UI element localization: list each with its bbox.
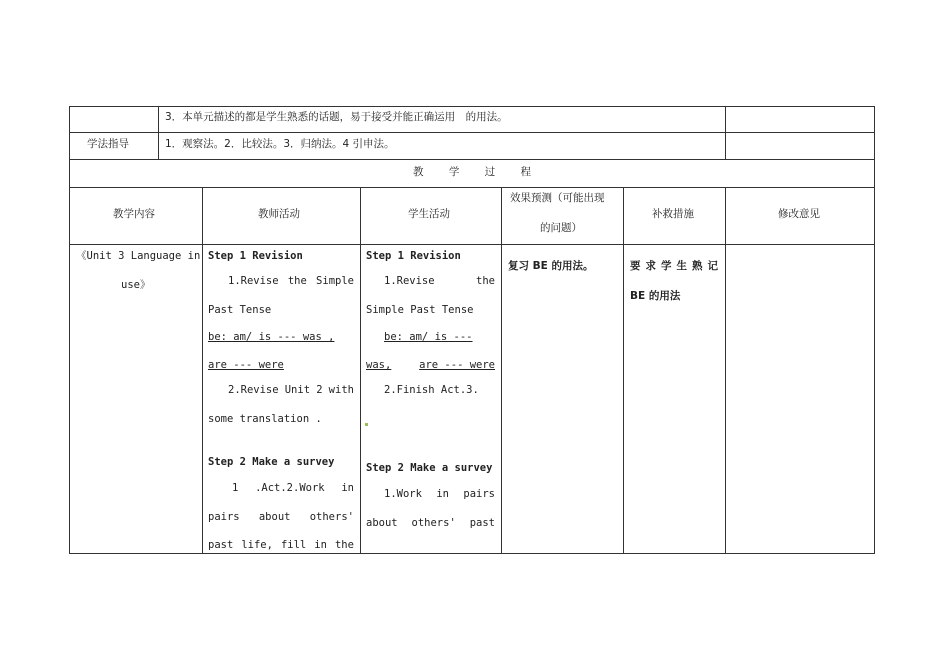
word: the [334,539,354,551]
hline-4 [69,244,875,245]
word: 2 [316,384,323,396]
char: 要 [630,260,641,272]
student-item2: 2.Finish Act.3. [384,384,479,396]
word: past [469,517,495,529]
word: about [258,511,291,523]
vline-col1 [202,187,203,554]
char: 熟 [692,260,703,272]
student-step2: Step 2 Make a survey [366,462,493,474]
word: 2.Revise [228,384,279,396]
word: others' [309,511,354,523]
student-be-line1: be: am/ is --- [384,331,473,343]
vline-left [69,106,70,554]
teacher-life-line [208,538,354,552]
word: 1.Revise [228,275,279,287]
vline-col2 [360,187,361,554]
student-about-line [366,516,495,530]
student-be-line2 [366,358,495,372]
word: about [366,517,398,529]
header-content: 教学内容 [113,208,155,220]
remedy-line1 [630,259,718,273]
header-revise: 修改意见 [778,208,820,220]
teacher-be-line2: are --- were [208,359,284,371]
teacher-item2 [228,383,354,397]
word: 1.Work [384,488,422,500]
process-title [413,165,531,179]
word: pairs [463,488,495,500]
vline-col3 [501,187,502,554]
teacher-item1 [228,274,354,288]
word: are --- were [419,359,495,371]
word: in [341,482,354,494]
vline-label-sep [158,106,159,160]
teacher-item2-cont: some translation . [208,413,322,425]
header-teacher: 教师活动 [258,208,300,220]
word: Unit [284,384,311,396]
word: Simple [316,275,354,287]
char: 记 [707,260,718,272]
teacher-act-line [232,481,354,495]
word: life, [241,539,273,551]
vline-top-right [725,106,726,160]
word: past [208,539,234,551]
word: .Act.2.Work [255,482,325,494]
student-step1: Step 1 Revision [366,250,461,262]
teacher-pairs-line [208,510,354,524]
char: 学 [661,260,672,272]
word: fill [280,539,307,551]
student-item1-cont: Simple Past Tense [366,304,474,316]
objective-item-3: 3．本单元描述的都是学生熟悉的话题，易于接受并能正确运用 的用法。 [165,111,508,123]
word: others' [411,517,456,529]
teacher-step1: Step 1 Revision [208,250,303,262]
vline-col4 [623,187,624,554]
effect-text: 复习 BE 的用法。 [508,260,594,272]
char: 生 [676,260,687,272]
vline-col5 [725,187,726,554]
teacher-item1-cont: Past Tense [208,304,272,316]
header-effect-1: 效果预测（可能出现 [510,192,605,204]
header-student: 学生活动 [408,208,450,220]
word: 1.Revise [384,275,435,287]
vline-right [874,106,875,554]
unit-title-line1: 《Unit 3 Language in [76,250,201,262]
teacher-be-line1: be: am/ is --- was , [208,331,335,343]
word: was, [366,359,392,371]
word: in [314,539,327,551]
method-label: 学法指导 [87,138,129,150]
word: the [287,275,307,287]
student-item1 [384,274,495,288]
method-text: 1．观察法。2．比较法。3．归纳法。4 引申法。 [165,138,395,150]
remedy-line2: BE 的用法 [630,290,681,302]
char: 求 [645,260,656,272]
hline-1 [69,132,875,133]
hline-bottom [69,553,875,554]
process-title-char: 教 [413,166,424,178]
teacher-step2: Step 2 Make a survey [208,456,335,468]
unit-title-line2: use》 [121,279,151,291]
word: in [436,488,449,500]
hline-2 [69,159,875,160]
header-effect-2: 的问题） [540,222,582,234]
process-title-char: 程 [520,166,531,178]
green-dot-mark [365,423,368,426]
word: pairs [208,511,240,523]
word: with [328,384,354,396]
word: the [476,275,495,287]
hline-3 [69,187,875,188]
student-work-line [384,487,495,501]
header-remedy: 补救措施 [652,208,694,220]
hline-top [69,106,875,107]
process-title-char: 过 [484,166,496,178]
process-title-char: 学 [448,166,460,178]
word: 1 [232,482,239,494]
